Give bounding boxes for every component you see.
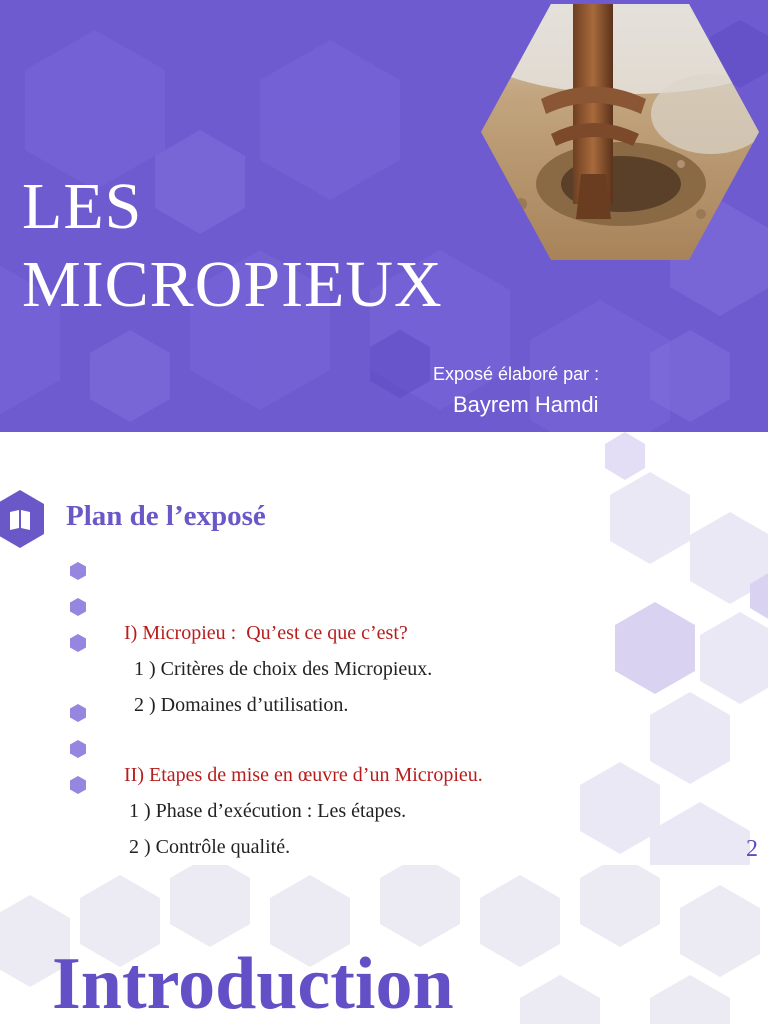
hexagon-bullet-icon bbox=[68, 633, 88, 653]
introduction-heading: Introduction bbox=[52, 943, 454, 1024]
author-label: Exposé élaboré par : bbox=[433, 364, 600, 384]
list-item-text: I) Micropieu : Qu’est ce que c’est? bbox=[124, 622, 408, 644]
list-item bbox=[68, 553, 483, 644]
outline-list bbox=[68, 553, 483, 858]
list-item-text: 1 ) Critères de choix des Micropieux. bbox=[124, 658, 433, 680]
hexagon-bullet-icon bbox=[68, 561, 88, 581]
list-item-text: 2 ) Domaines d’utilisation. bbox=[124, 694, 349, 716]
list-item bbox=[68, 695, 483, 786]
outline-heading: Plan de l’exposé bbox=[66, 500, 266, 532]
book-icon bbox=[0, 490, 48, 548]
micropile-drilling-photo bbox=[481, 4, 759, 260]
list-item-text: 1 ) Phase d’exécution : Les étapes. bbox=[124, 800, 407, 822]
hexagon-bullet-icon bbox=[68, 703, 88, 723]
presentation-title bbox=[22, 168, 443, 324]
title-line-1: LES bbox=[22, 170, 143, 243]
hexagon-bullet-icon bbox=[68, 739, 88, 759]
list-item-text: 2 ) Contrôle qualité. bbox=[124, 836, 291, 858]
introduction-slide bbox=[0, 865, 768, 1024]
outline-slide bbox=[0, 432, 768, 865]
title-slide bbox=[0, 0, 768, 432]
list-item-text: II) Etapes de mise en œuvre d’un Micropieu. bbox=[124, 764, 483, 786]
author-name: Bayrem Hamdi bbox=[453, 392, 599, 417]
title-line-2: MICROPIEUX bbox=[22, 248, 443, 321]
hexagon-bullet-icon bbox=[68, 775, 88, 795]
page-number: 2 bbox=[746, 836, 758, 862]
hexagon-bullet-icon bbox=[68, 597, 88, 617]
